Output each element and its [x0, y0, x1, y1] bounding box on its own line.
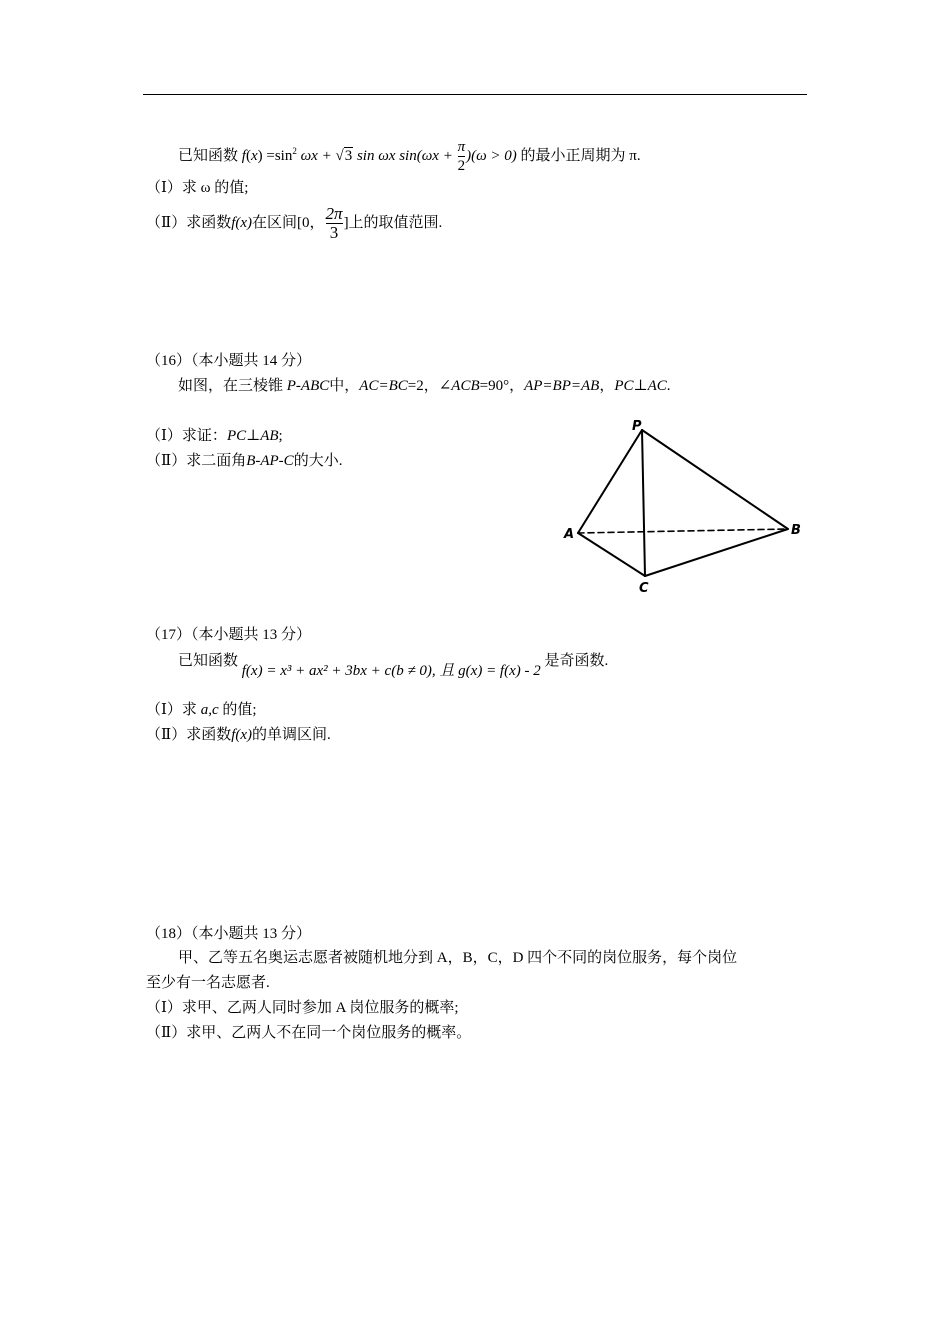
edge-pc [642, 430, 645, 576]
q15-pi-over-2: $\frac{\pi}{2}$ [457, 139, 466, 174]
q15-formula: $f(x) =\sin^2$ ωx + √3 sin ωx sin(ωx + $\frac{\pi}{2}$ )(ω > 0) [241, 139, 517, 174]
q15-part2: （Ⅱ）求函数f(x)在区间[0， $\frac{2\pi}{3}$ ]上的取值范围. [146, 204, 443, 243]
edge-ab-hidden [578, 529, 788, 533]
q15-part1: （Ⅰ）求 ω 的值; [146, 180, 249, 196]
q17-formula: f(x) = x³ + ax² + 3bx + c(b ≠ 0), 且 g(x) = f(x) - 2 [241, 663, 541, 679]
q16-stem: 如图，在三棱锥 P-ABC中，AC=BC=2，∠ACB=90°，AP=BP=AB，PC⊥AC. [178, 378, 671, 394]
q18-stem-line1: 甲、乙等五名奥运志愿者被随机地分到 A，B，C，D 四个不同的岗位服务，每个岗位 [178, 950, 738, 966]
q16-part1: （Ⅰ）求证：PC⊥AB; [146, 428, 283, 444]
tetrahedron-diagram [560, 416, 810, 596]
q15-suffix: 的最小正周期为 π. [520, 147, 641, 164]
q16-header: （16）（本小题共 14 分） [146, 353, 312, 369]
q16-part2: （Ⅱ）求二面角B-AP-C的大小. [146, 453, 343, 469]
header-rule [143, 94, 807, 95]
q15-prefix: 已知函数 [178, 147, 239, 164]
label-p: P [632, 419, 642, 434]
edge-ac [578, 533, 645, 576]
q18-stem-line2: 至少有一名志愿者. [146, 975, 270, 991]
edge-pa [578, 430, 642, 533]
edge-pb [642, 430, 788, 529]
q17-stem: 已知函数 f(x) = x³ + ax² + 3bx + c(b ≠ 0), 且 g(x) = f(x) - 2 是奇函数. [178, 653, 609, 679]
edge-cb [645, 529, 788, 576]
q17-part1: （Ⅰ）求 a,c 的值; [146, 702, 257, 718]
q17-part2: （Ⅱ）求函数f(x)的单调区间. [146, 727, 331, 743]
label-b: B [791, 523, 801, 538]
q18-header: （18）（本小题共 13 分） [146, 926, 312, 942]
label-a: A [564, 527, 575, 542]
q18-part2: （Ⅱ）求甲、乙两人不在同一个岗位服务的概率。 [146, 1025, 472, 1041]
q15-two-pi-over-3: $\frac{2\pi}{3}$ [325, 204, 343, 243]
q15-stem [178, 138, 641, 175]
q18-part1: （Ⅰ）求甲、乙两人同时参加 A 岗位服务的概率; [146, 1000, 459, 1016]
q17-header: （17）（本小题共 13 分） [146, 627, 312, 643]
label-c: C [639, 581, 649, 596]
